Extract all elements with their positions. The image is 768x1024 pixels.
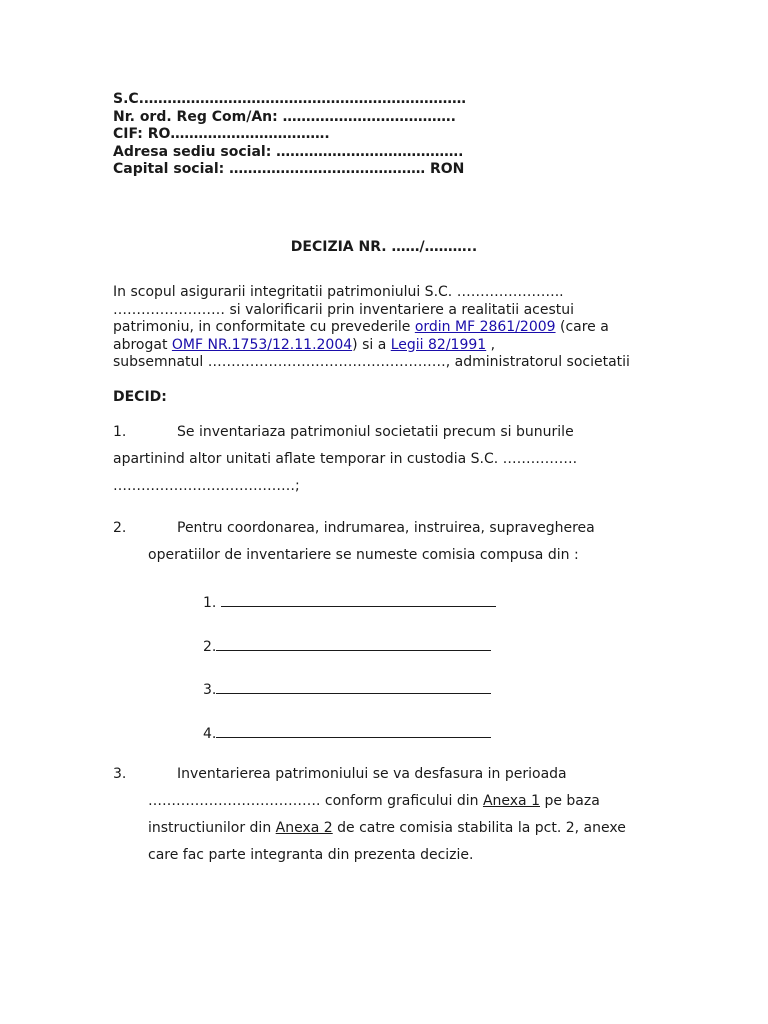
ordin-mf-link[interactable]: ordin MF 2861/2009 <box>414 319 556 335</box>
article-line: Inventarierea patrimoniului se va desfasura in perioada <box>177 766 567 782</box>
article-1 <box>113 419 577 500</box>
article-line: Se inventariaza patrimoniul societatii precum si bunurile <box>177 424 574 440</box>
anexa-1-reference: Anexa 1 <box>482 793 540 809</box>
member-blank-line[interactable] <box>221 592 496 607</box>
article-line: care fac parte integranta din prezenta decizie. <box>148 847 474 863</box>
legea-link[interactable]: Legii 82/1991 <box>390 336 487 353</box>
decid-heading: DECID: <box>113 389 167 405</box>
article-number: 2. <box>113 520 127 536</box>
intro-text: (care a <box>555 319 609 335</box>
intro-line: subsemnatul ……………………………………………, administratorul societatii <box>113 354 630 370</box>
article-line <box>113 815 626 842</box>
intro-line: In scopul asigurarii integritatii patrimoniului S.C. ………………….. <box>113 284 564 300</box>
article-number: 3. <box>113 766 127 782</box>
commission-member-3 <box>203 679 491 698</box>
omf-link[interactable]: OMF NR.1753/12.11.2004 <box>171 336 353 353</box>
member-number: 3. <box>203 682 217 698</box>
company-name-field: S.C.…………………………………………………………… <box>113 91 466 107</box>
article-text: pe baza <box>540 793 600 809</box>
registration-number-field: Nr. ord. Reg Com/An: ………………………………. <box>113 108 456 125</box>
member-number: 1. <box>203 595 221 611</box>
address-field: Adresa sediu social: …………………………………. <box>113 143 464 160</box>
commission-member-1 <box>203 592 496 611</box>
member-blank-line[interactable] <box>216 679 491 694</box>
article-line <box>113 788 626 815</box>
article-text: ………………………………. conform graficului din <box>148 793 483 809</box>
capital-field: Capital social: …………………………………… RON <box>113 161 465 177</box>
member-number: 2. <box>203 639 217 655</box>
intro-paragraph <box>113 284 673 372</box>
article-line: operatiilor de inventariere se numeste comisia compusa din : <box>148 547 579 563</box>
article-line: Pentru coordonarea, indrumarea, instruirea, supravegherea <box>177 520 595 536</box>
intro-line: …………………… si valorificarii prin inventariere a realitatii acestui <box>113 301 575 318</box>
member-number: 4. <box>203 726 217 742</box>
commission-member-2 <box>203 636 491 655</box>
article-line: …………………………………; <box>113 478 300 494</box>
article-text: de catre comisia stabilita la pct. 2, anexe <box>332 820 626 836</box>
article-line: apartinind altor unitati aflate temporar in custodia S.C. ……………. <box>113 451 578 467</box>
cif-field: CIF: RO……………………………. <box>113 126 330 142</box>
intro-line <box>113 337 673 355</box>
decision-title: DECIZIA NR. ……/……….. <box>290 239 478 255</box>
company-header <box>113 91 466 179</box>
article-2 <box>113 515 595 569</box>
member-blank-line[interactable] <box>216 723 491 738</box>
intro-text: ) si a <box>352 336 391 353</box>
member-blank-line[interactable] <box>216 636 491 651</box>
intro-text: patrimoniu, in conformitate cu prevederile <box>113 319 415 335</box>
intro-line <box>113 319 673 337</box>
article-3 <box>113 761 626 869</box>
article-number: 1. <box>113 424 127 440</box>
anexa-2-reference: Anexa 2 <box>275 820 333 836</box>
intro-text: , <box>486 336 496 353</box>
article-text: instructiunilor din <box>148 820 276 836</box>
intro-text: abrogat <box>113 336 172 353</box>
commission-member-4 <box>203 723 491 742</box>
